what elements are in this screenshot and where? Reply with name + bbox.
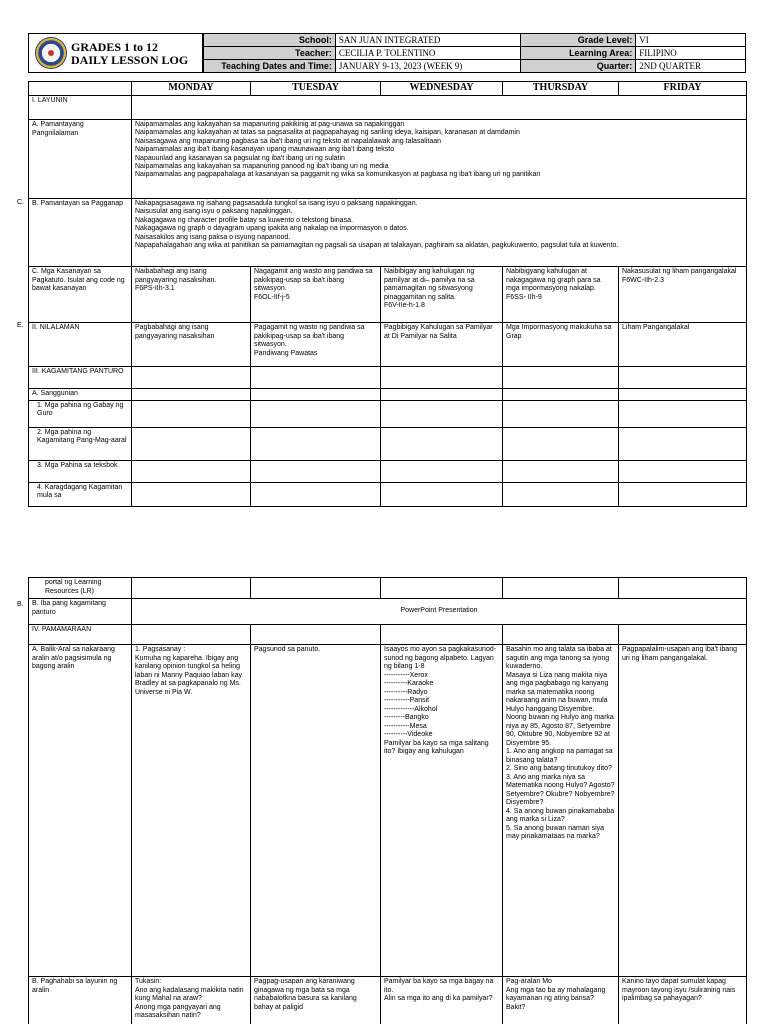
empty-cell	[132, 96, 747, 120]
lesson-log-table-page1	[28, 81, 747, 507]
row-label-karagdagang: 4. Karagdagang Kagamitan mula sa	[29, 482, 132, 506]
empty-cell	[251, 400, 381, 427]
dates-value: JANUARY 9-13, 2023 (WEEK 9)	[335, 60, 520, 73]
empty-cell	[619, 482, 747, 506]
empty-cell	[132, 625, 251, 645]
empty-cell	[251, 460, 381, 482]
kasanayan-cell: Nakasusulat ng liham pangangalakal F6WC-IIh-2.3	[619, 267, 747, 323]
empty-cell	[619, 389, 747, 401]
empty-cell	[381, 400, 503, 427]
row-label-kagamitang-mag-aaral: 2. Mga pahina ng Kagamitang Pang-Mag-aaral	[29, 427, 132, 460]
empty-cell	[251, 389, 381, 401]
empty-cell	[132, 400, 251, 427]
pamantayang-nilalaman-text: Naipamamalas ang kakayahan sa mapanuring pakikinig at pag-unawa sa napakinggan Naipamamalas ang kakayahan at tatas sa pagsasalita at pagpapahayag ng sariling ideya, kaisipan, karanasan at damdamin Naisasagawa ang mapanuring pagbasa sa iba't ibang uri ng teksto at napalalawak ang talasalitaan Naipamamalas ang iba't ibang kasanayan upang maunawaan ang iba't ibang teksto Napauunlad ang kasanayan sa pagsulat ng iba't ibang uri ng sulatin Naipamamalas ang kakayahan sa mapanuring panood ng iba't ibang uri ng media Naipamamalas ang pagpapahalaga at kasanayan sa paggamit ng wika sa komunikasyon at pagbasa ng iba't ibang uri ng panitikan	[132, 120, 747, 199]
empty-cell	[381, 482, 503, 506]
grade-value: VI	[636, 34, 746, 47]
corner-cell	[29, 82, 132, 96]
empty-cell	[132, 482, 251, 506]
quarter-value: 2ND QUARTER	[636, 60, 746, 73]
day-header: MONDAY	[132, 82, 251, 96]
margin-marker-b: B.	[17, 601, 24, 608]
paghahabi-cell: Pagpag-usapan ang karaniwang ginagawa ng mga bata sa mga nababalotkna basura sa kanilang bahay at paligid	[251, 977, 381, 1024]
empty-cell	[619, 625, 747, 645]
empty-cell	[503, 460, 619, 482]
lesson-log-table-page2	[28, 577, 747, 1024]
empty-cell	[251, 625, 381, 645]
paghahabi-cell: Pag-aralan Mo Ang mga tao ba ay mahalagang kayamanan ng ating bansa? Bakit?	[503, 977, 619, 1024]
empty-cell	[132, 460, 251, 482]
section-pamamaraan: IV. PAMAMARAAN	[29, 625, 132, 645]
empty-cell	[381, 625, 503, 645]
empty-cell	[619, 578, 747, 599]
row-label-pamantayang-nilalaman: A. Pamantayang Pangnilalaman	[29, 120, 132, 199]
balik-aral-cell: Pagsunod sa panuto.	[251, 645, 381, 977]
empty-cell	[503, 389, 619, 401]
section-layunin: I. LAYUNIN	[29, 96, 132, 120]
row-label-kasanayan: C. Mga Kasanayan sa Pagkatuto. Isulat ang code ng bawat kasanayan	[29, 267, 132, 323]
paghahabi-cell: Tukasin: Ano ang kadalasang makikita natin kung Mahal na araw? Anong mga pangyayari ang masasaksihan natin?	[132, 977, 251, 1024]
day-header: TUESDAY	[251, 82, 381, 96]
area-value: FILIPINO	[636, 47, 746, 60]
empty-cell	[251, 482, 381, 506]
dates-label: Teaching Dates and Time:	[204, 60, 336, 73]
row-label-balik-aral: A. Balik-Aral sa nakaraang aralin at/o pagsisimula ng bagong aralin	[29, 645, 132, 977]
school-value: SAN JUAN INTEGRATED	[335, 34, 520, 47]
empty-cell	[503, 578, 619, 599]
empty-cell	[381, 578, 503, 599]
school-label: School:	[204, 34, 336, 47]
row-label-paghahabi: B. Paghahabi sa layunin ng aralin	[29, 977, 132, 1024]
header-info-grid	[203, 33, 746, 73]
empty-cell	[503, 400, 619, 427]
grade-label: Grade Level:	[520, 34, 636, 47]
day-header: THURSDAY	[503, 82, 619, 96]
nilalaman-cell: Pagbibigay Kahulugan sa Pamilyar at Di Pamilyar na Salita	[381, 323, 503, 367]
empty-cell	[381, 367, 503, 389]
empty-cell	[251, 578, 381, 599]
iba-pang-kagamitan-value: PowerPoint Presentation	[132, 599, 747, 625]
balik-aral-cell: Pagpapalalim-usapan ang iba't ibang uri ng liham pangangalakal.	[619, 645, 747, 977]
balik-aral-cell: 1. Pagsasanay : Kumuha ng kapareha. Ibigay ang kanilang opinion tungkol sa heling laban ni Manny Paquiao laban kay Bradley at sa pagkapanalo ng Ms. Universe ni Pia W.	[132, 645, 251, 977]
empty-cell	[503, 625, 619, 645]
empty-cell	[251, 367, 381, 389]
form-title-line1: GRADES 1 to 12	[71, 40, 159, 54]
empty-cell	[381, 460, 503, 482]
kasanayan-cell: Nabibigyang kahulugan at nakagagawa ng graph para sa mga impormasyong nakalap. F6SS- IIh-9	[503, 267, 619, 323]
empty-cell	[132, 427, 251, 460]
empty-cell	[619, 427, 747, 460]
row-label-sanggunian: A. Sanggunian	[29, 389, 132, 401]
balik-aral-cell: Basahin mo ang talata sa ibaba at sagutin ang mga tanong sa iyong kuwaderno. Masaya si Liza nang makita niya ang mga pagbabago ng kanyang marka sa matematika noong nakaraang anim na buwan, mula Hulyo hanggang Disyembre. Noong buwan ng Hulyo ang marka niya ay 85, Agosto 87, Setyembre 90, Oktubre 90, Nobyembre 92 at Disyembre 95. 1. Ano ang angkop na pamagat sa binasang talata? 2. Sino ang batang tinutukoy dito? 3. Ano ang marka niya sa Matematika noong Hulyo? Agosto? Setyembre? Okubre? Nobyembre? Disyembre? 4. Sa anong buwan pinakamababa ang marka si Liza? 5. Sa anong buwan naman siya may pinakamataas na marka?	[503, 645, 619, 977]
row-label-portal: portal ng Learning Resources (LR)	[29, 578, 132, 599]
empty-cell	[619, 400, 747, 427]
margin-marker-e: E.	[17, 322, 24, 329]
teacher-value: CECILIA P. TOLENTINO	[335, 47, 520, 60]
deped-seal-icon	[35, 37, 67, 69]
empty-cell	[251, 427, 381, 460]
row-label-teksbuk: 3. Mga Pahina sa teksbok	[29, 460, 132, 482]
area-label: Learning Area:	[520, 47, 636, 60]
teacher-label: Teacher:	[204, 47, 336, 60]
margin-marker-c: C.	[17, 199, 24, 206]
paghahabi-cell: Kanino tayo dapat sumulat kapag mayroon tayong isyu /suliraning nais ipalimbag sa pahayagan?	[619, 977, 747, 1024]
day-header: FRIDAY	[619, 82, 747, 96]
empty-cell	[503, 427, 619, 460]
empty-cell	[132, 389, 251, 401]
row-label-pamantayan-pagganap: B. Pamantayan sa Pagganap	[29, 199, 132, 267]
empty-cell	[132, 578, 251, 599]
day-header: WEDNESDAY	[381, 82, 503, 96]
empty-cell	[619, 460, 747, 482]
header-title-box	[28, 33, 203, 73]
nilalaman-cell: Liham Pangangalakal	[619, 323, 747, 367]
nilalaman-cell: Mga Impormasyong makukuha sa Grap	[503, 323, 619, 367]
balik-aral-cell: Isaayos mo ayon sa pagkakasunod-sunod ng bagong alpabeto. Lagyan ng bilang 1-8 -----------Xerox ----------Karaoke ----------Radyo -----------Pansit -------------Alkohol ---------Bangko -----------Mesa ----------Videoke Pamilyar ba kayo sa mga salitang ito? Ibigay ang kahulugan	[381, 645, 503, 977]
paghahabi-cell: Pamilyar ba kayo sa mga bagay na ito. Alin sa mga ito ang di ka pamilyar?	[381, 977, 503, 1024]
form-title	[71, 41, 188, 67]
row-label-nilalaman: II. NILALAMAN	[29, 323, 132, 367]
empty-cell	[381, 389, 503, 401]
kasanayan-cell: Naibabahagi ang isang pangyayaring nasaksihan. F6PS-IIh-3.1	[132, 267, 251, 323]
quarter-label: Quarter:	[520, 60, 636, 73]
empty-cell	[132, 367, 251, 389]
empty-cell	[381, 427, 503, 460]
kasanayan-cell: Nagagamit ang wasto ang pandiwa sa pakikipag-usap sa iba't ibang sitwasyon. F6OL-IIf-j-5	[251, 267, 381, 323]
pamantayan-pagganap-text: Nakapagsasagawa ng isahang pagsasadula tungkol sa isang isyu o paksang napakinggan. Naisusulat ang isang isyu o paksang napakinggan. Nakagagawa ng character profile batay sa kuwento o tekstong binasa. Nakagagawa ng graph o dayagram upang ipakita ang nakalap na impormasyon o datos. Naisasakilos ang isang paksa o isyung napanood. Napapahalagahan ang wika at panitikan sa pamamagitan ng pagsali sa usapan at talakayan, paghiram sa aklatan, pagkukuwento, pagsulat tula at kuwento.	[132, 199, 747, 267]
kasanayan-cell: Naibibigay ang kahulugan ng pamilyar at di– pamilya na sa pamamagitan ng sitwasyong pinaggamitan ng salita. F6V-IIe-h-1.8	[381, 267, 503, 323]
nilalaman-cell: Pagagamit ng wasto ng pandiwa sa pakikipag-usap sa iba't ibang sitwasyon. Pandiwang Pawatas	[251, 323, 381, 367]
form-header	[28, 33, 746, 73]
empty-cell	[619, 367, 747, 389]
empty-cell	[503, 367, 619, 389]
row-label-kagamitan: III. KAGAMITANG PANTURO	[29, 367, 132, 389]
row-label-gabay: 1. Mga pahina ng Gabay ng Guro	[29, 400, 132, 427]
empty-cell	[503, 482, 619, 506]
row-label-iba-pang-kagamitan: B. Iba pang kagamitang panturo	[29, 599, 132, 625]
form-title-line2: DAILY LESSON LOG	[71, 53, 189, 67]
nilalaman-cell: Pagbabahagi ang isang pangyayaring nasaksihan	[132, 323, 251, 367]
